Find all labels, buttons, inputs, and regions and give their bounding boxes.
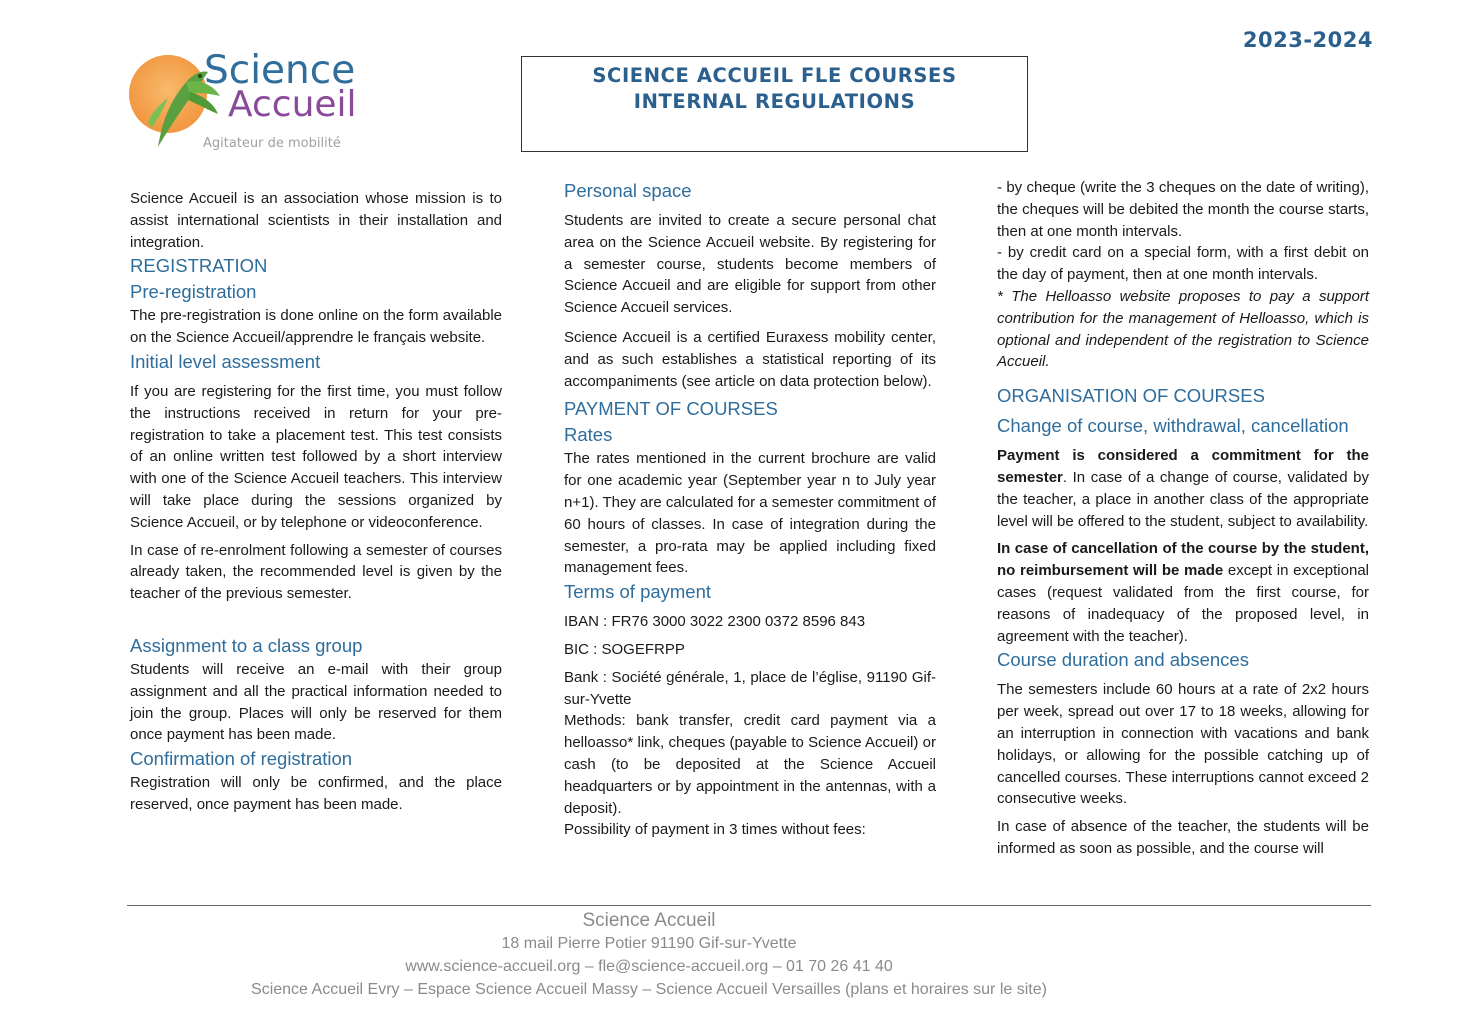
intro-paragraph: Science Accueil is an association whose mission is to assist international scientists in their installation and integration. (130, 190, 502, 251)
euraxess-text: Science Accueil is a certified Euraxess mobility center, and as such establishes a statistical reporting of its accompaniments (see article on data protection below). (564, 328, 936, 390)
payment-heading: PAYMENT OF COURSES (564, 398, 778, 420)
science-accueil-logo (128, 48, 388, 162)
logo-tagline: Agitateur de mobilité (203, 136, 341, 151)
footer-organization: Science Accueil (582, 910, 716, 931)
confirmation-text: Registration will only be confirmed, and the place reserved, once payment has been made. (130, 774, 502, 813)
personal-space-text: Students are invited to create a secure personal chat area on the Science Accueil website. By registering for a semester course, students become members of Science Accueil and are eligible for support from other Science Accueil services. (564, 212, 936, 317)
personal-space-heading: Personal space (564, 180, 692, 201)
footer-address: 18 mail Pierre Potier 91190 Gif-sur-Yvette (501, 935, 797, 952)
bank-text: Bank : Société générale, 1, place de l’église, 91190 Gif-sur-Yvette (564, 668, 936, 708)
rates-text: The rates mentioned in the current brochure are valid for one academic year (September year n to July year n+1). They are calculated for a semester commitment of 60 hours of classes. In case of integration during the semester, a pro-rata may be applied including fixed management fees. (564, 450, 936, 577)
teacher-absence-text: In case of absence of the teacher, the students will be informed as soon as possible, and the course will (997, 818, 1369, 857)
change-of-course-rest: . In case of a change of course, validated by the teacher, a place in another class of the appropriate level will be offered to the student, subject to availability. (997, 468, 1369, 530)
cancellation-text (997, 538, 1369, 647)
commitment-bold-text: Payment is considered a commitment for the semester (997, 447, 1369, 486)
change-of-course-heading: Change of course, withdrawal, cancellation (997, 415, 1349, 437)
confirmation-heading: Confirmation of registration (130, 748, 353, 770)
logo-wordmark-accueil: Accueil (228, 84, 357, 125)
rates-heading: Rates (564, 424, 613, 446)
by-cheque-text: - by cheque (write the 3 cheques on the date of writing), the cheques will be debited the month the course starts, then at one month intervals. (997, 179, 1369, 240)
cancellation-rest: except in exceptional cases (request validated from the first course, for reasons of inadequacy of the proposed level, in agreement with the teacher). (997, 562, 1369, 645)
by-card-text: - by credit card on a special form, with a first debit on the day of payment, then at one month intervals. (997, 244, 1369, 284)
helloasso-note: * The Helloasso website proposes to pay a support contribution for the management of Helloasso, which is optional and independent of the registration to Science Accueil. (997, 287, 1369, 371)
footer-locations: Science Accueil Evry – Espace Science Accueil Massy – Science Accueil Versailles (plans et horaires sur le site) (251, 981, 1047, 998)
bic-text: BIC : SOGEFRPP (564, 640, 685, 658)
footer-divider (127, 905, 1371, 906)
column-left (130, 188, 502, 816)
document-year: 2023-2024 (1242, 28, 1373, 52)
terms-of-payment-heading: Terms of payment (564, 581, 712, 603)
payment-methods-text: Methods: bank transfer, credit card payment via a helloasso* link, cheques (payable to Science Accueil) or cash (to be deposited at the Science Accueil headquarters or by appointment in the antennas, with a deposit). (564, 712, 936, 817)
duration-text: The semesters include 60 hours at a rate of 2x2 hours per week, spread out over 17 to 18 weeks, allowing for an interruption in connection with vacations and bank holidays, or allowing for the possible catching up of cancelled courses. These interruptions cannot exceed 2 consecutive weeks. (997, 681, 1369, 808)
class-assignment-heading: Assignment to a class group (130, 634, 363, 656)
document-title-line1: SCIENCE ACCUEIL FLE COURSES (592, 64, 957, 87)
registration-heading: REGISTRATION (130, 255, 268, 277)
level-assessment-heading: Initial level assessment (130, 350, 321, 372)
class-assignment-text: Students will receive an e-mail with their group assignment and all the practical information needed to join the group. Places will only be reserved for them once payment has been made. (130, 660, 502, 744)
iban-text: IBAN : FR76 3000 3022 2300 0372 8596 843 (564, 613, 866, 631)
pre-registration-text: The pre-registration is done online on the form available on the Science Accueil/apprendre le français website. (130, 307, 502, 347)
organisation-heading: ORGANISATION OF COURSES (997, 385, 1265, 407)
column-middle (564, 178, 936, 841)
payment-possibility-text: Possibility of payment in 3 times without fees: (564, 821, 866, 839)
document-title-line2: INTERNAL REGULATIONS (633, 90, 916, 113)
level-assessment-text: If you are registering for the first time, you must follow the instructions received in return for your pre-registration to take a placement test. This test consists of an online written test followed by a short interview with one of the Science Accueil teachers. This interview will take place during the sessions organized by Science Accueil, or by telephone or videoconference. (130, 382, 502, 531)
logo-wordmark-science: Science (204, 48, 356, 93)
duration-absences-heading: Course duration and absences (997, 649, 1249, 671)
re-enrolment-text: In case of re-enrolment following a semester of courses already taken, the recommended level is given by the teacher of the previous semester. (130, 541, 502, 603)
change-of-course-text (997, 445, 1369, 532)
footer-contact: www.science-accueil.org – fle@science-accueil.org – 01 70 26 41 40 (405, 958, 893, 975)
document-title-box (521, 56, 1028, 152)
pre-registration-heading: Pre-registration (130, 281, 257, 303)
column-right (997, 177, 1369, 860)
no-reimbursement-bold-text: In case of cancellation of the course by the student, no reimbursement will be made (997, 540, 1369, 580)
